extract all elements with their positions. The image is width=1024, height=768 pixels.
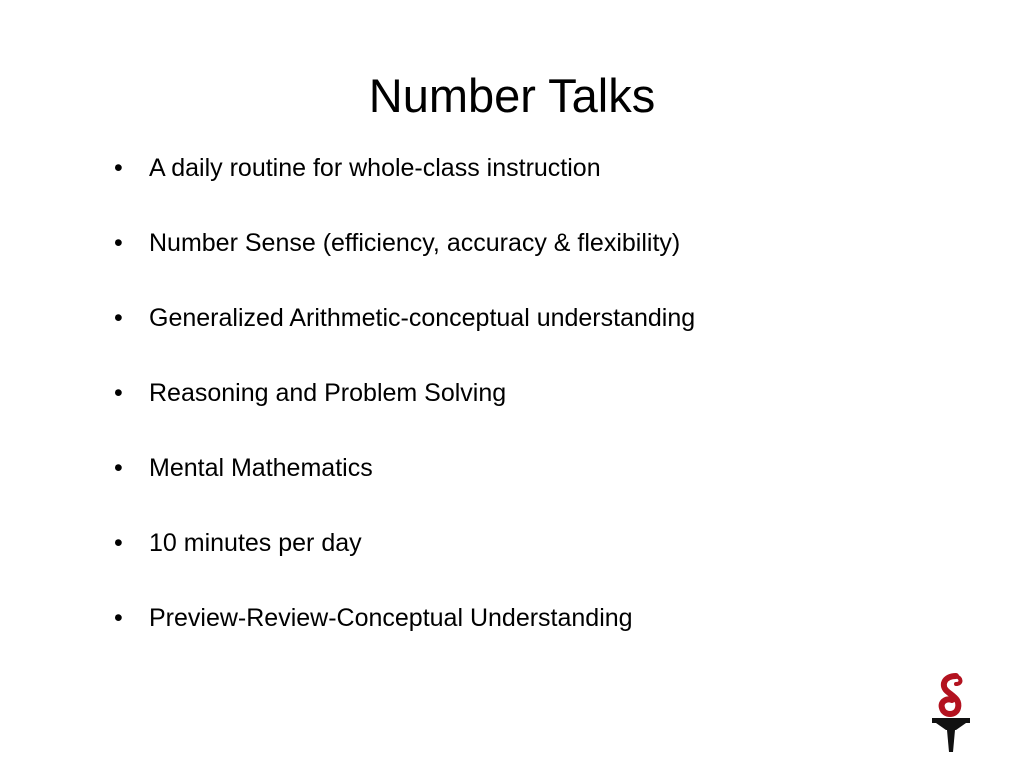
- bullet-text: Generalized Arithmetic-conceptual understanding: [149, 304, 696, 332]
- bullet-dot: •: [114, 454, 123, 482]
- bullet-dot: •: [114, 379, 123, 407]
- bullet-item: [114, 450, 934, 525]
- slide-title: Number Talks: [368, 69, 656, 122]
- bullet-item: [114, 525, 934, 600]
- bullet-dot: •: [114, 229, 123, 257]
- bullet-item: [114, 300, 934, 375]
- bullet-text: A daily routine for whole-class instruction: [149, 154, 601, 182]
- bullet-dot: •: [114, 154, 123, 182]
- bullet-text: 10 minutes per day: [149, 529, 362, 557]
- bullet-list: [114, 150, 934, 675]
- torch-logo-icon: [926, 672, 976, 754]
- bullet-dot: •: [114, 604, 123, 632]
- bullet-text: Preview-Review-Conceptual Understanding: [149, 604, 633, 632]
- bullet-text: Number Sense (efficiency, accuracy & flexibility): [149, 229, 681, 257]
- bullet-item: [114, 150, 934, 225]
- bullet-text: Reasoning and Problem Solving: [149, 379, 507, 407]
- bullet-dot: •: [114, 304, 123, 332]
- bullet-dot: •: [114, 529, 123, 557]
- bullet-item: [114, 600, 934, 675]
- bullet-item: [114, 225, 934, 300]
- bullet-item: [114, 375, 934, 450]
- bullet-text: Mental Mathematics: [149, 454, 373, 482]
